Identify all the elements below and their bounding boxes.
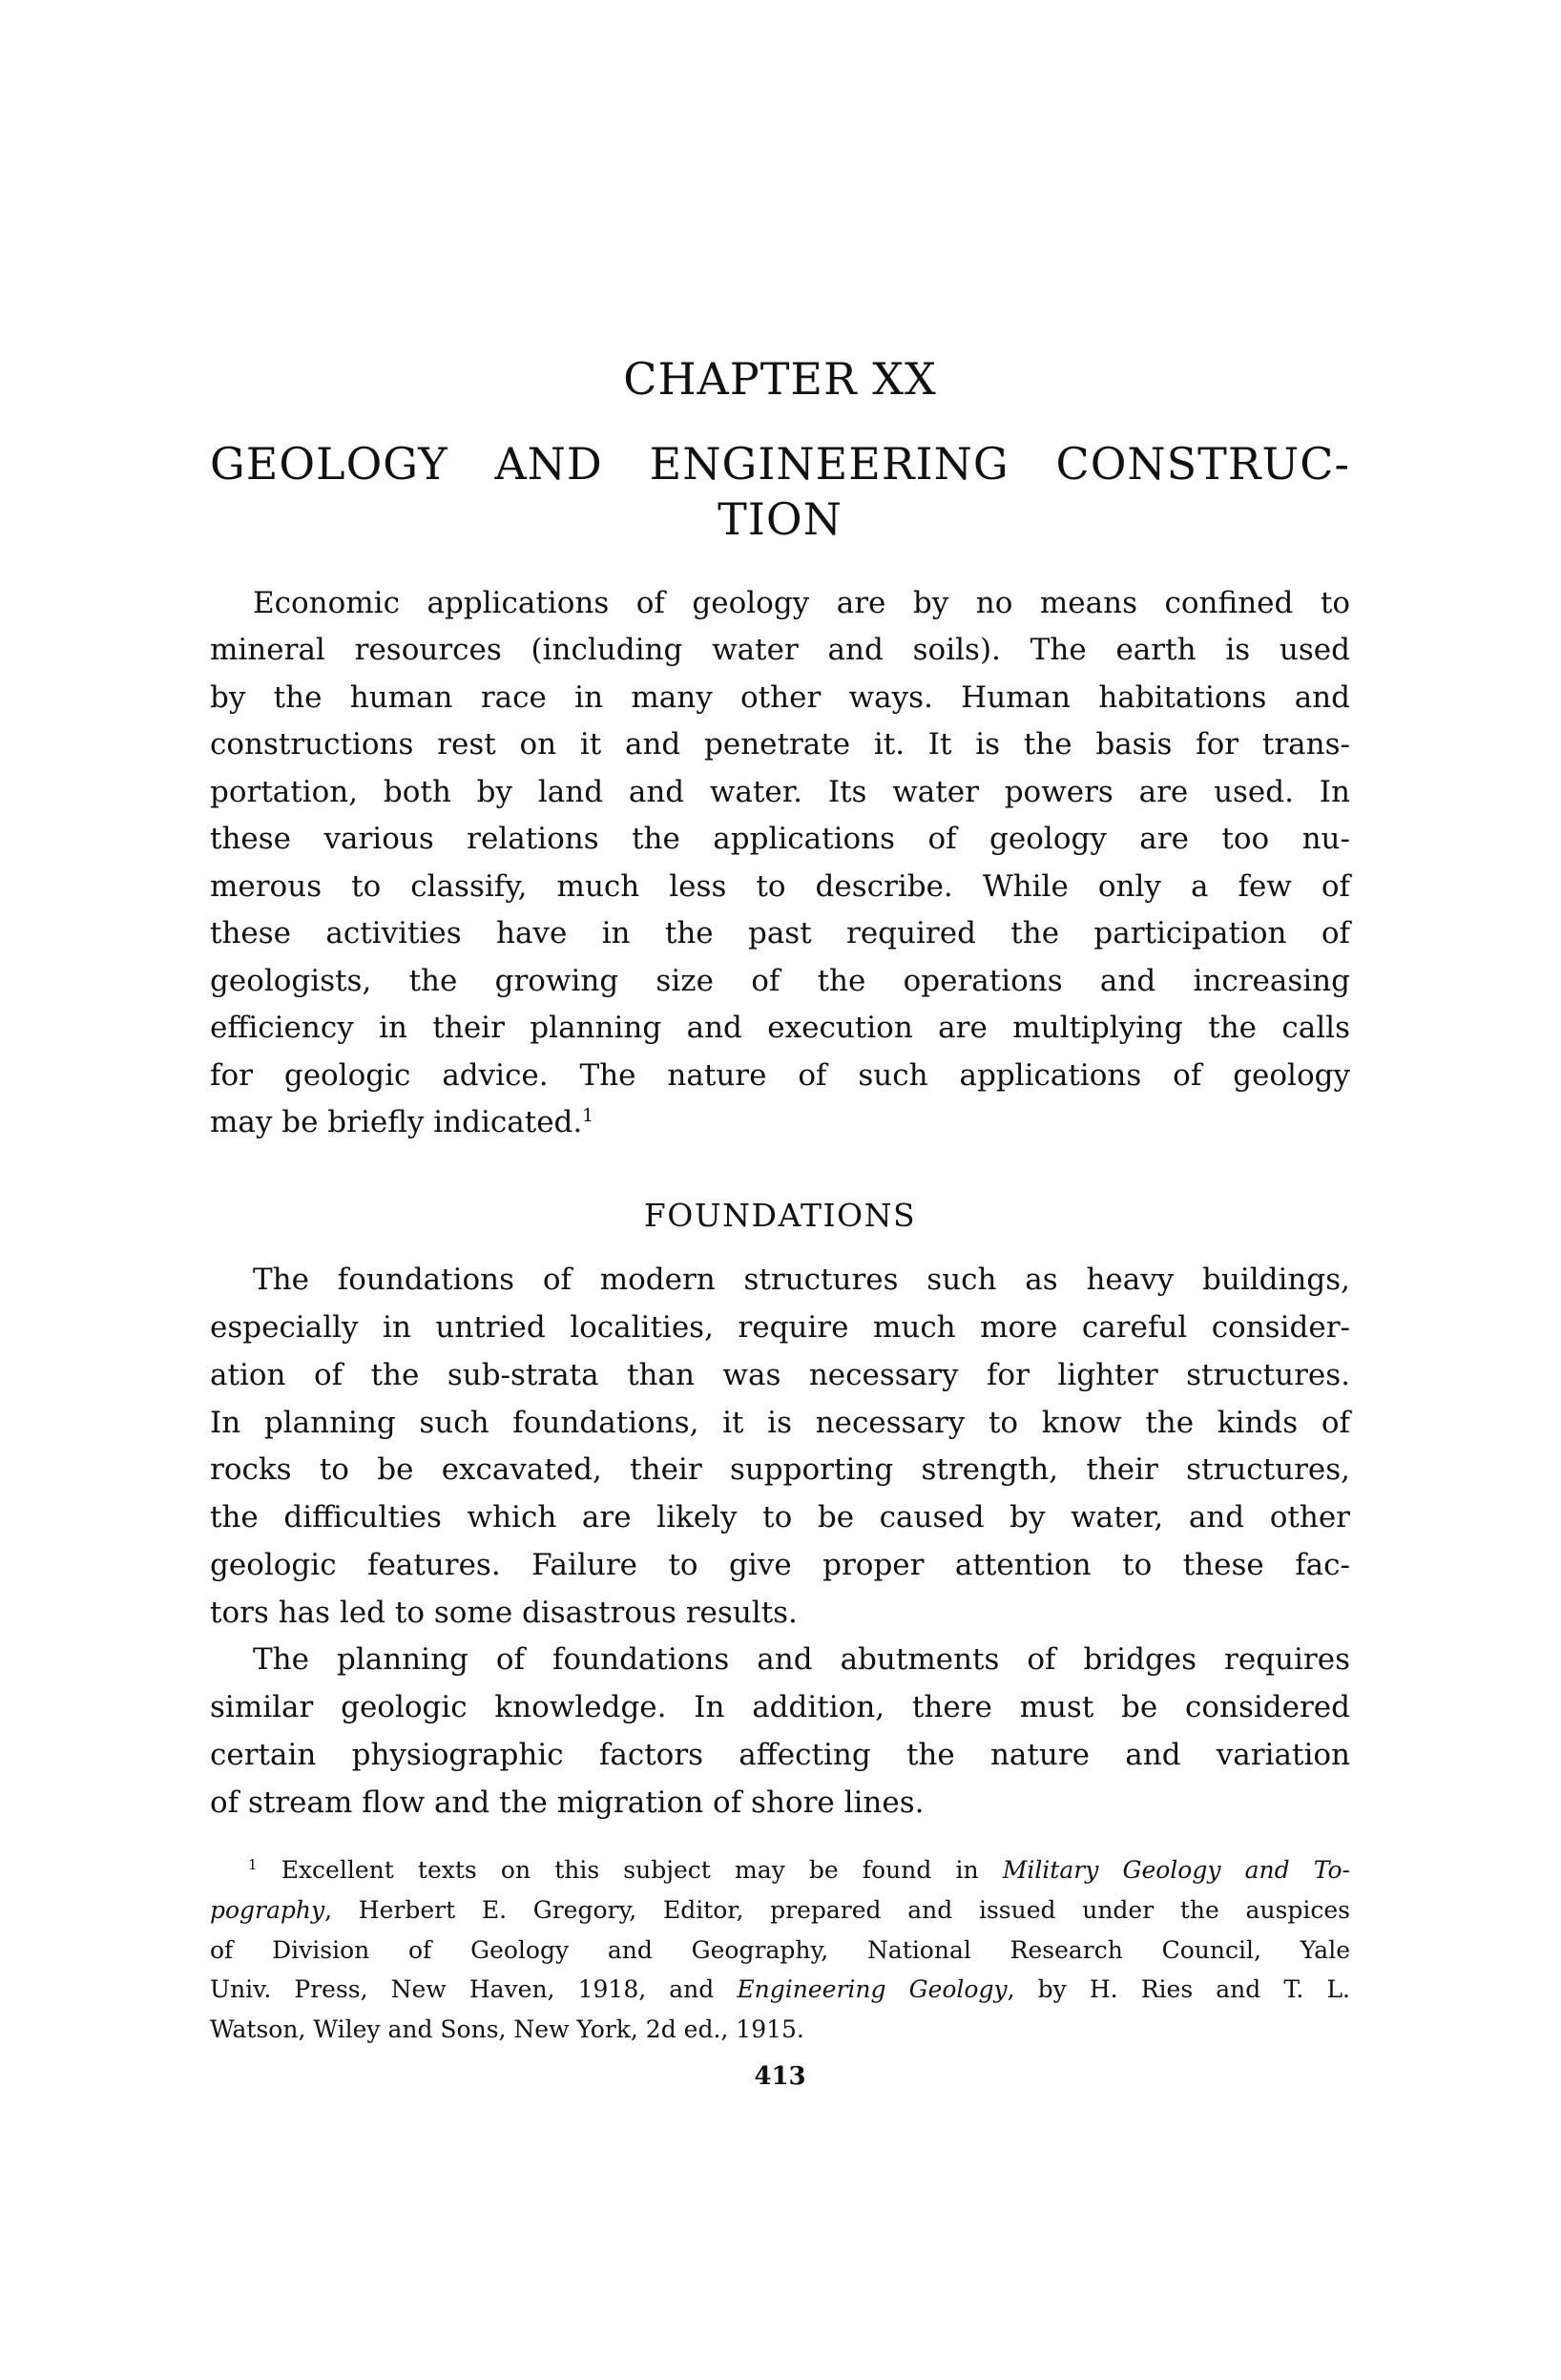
footnote-line [210, 1898, 1350, 1922]
paragraph-line: these various relations the applications of geology are too nu- [210, 822, 1350, 856]
book-title-military-geology-cont: pography [210, 1896, 325, 1924]
paragraph-line: rocks to be excavated, their supporting strength, their structures, [210, 1452, 1350, 1487]
paragraph-line: The planning of foundations and abutments of bridges requires [253, 1642, 1350, 1677]
footnote-line [210, 1858, 1350, 1882]
chapter-title-line-1: GEOLOGY AND ENGINEERING CONSTRUC- [210, 438, 1350, 490]
footnote-text: Univ. Press, New Haven, 1918, and [210, 1975, 738, 2003]
book-title-military-geology: Military Geology and To- [1002, 1856, 1351, 1884]
book-title-engineering-geology: Engineering Geology [737, 1975, 1008, 2003]
section-heading: FOUNDATIONS [643, 1197, 917, 1234]
paragraph-line: efficiency in their planning and execution are multiplying the calls [210, 1011, 1350, 1045]
footnote-text: , by H. Ries and T. L. [1007, 1975, 1350, 2003]
paragraph-line: constructions rest on it and penetrate it. It is the basis for trans- [210, 727, 1350, 762]
footnote-text: Excellent texts on this subject may be found in [281, 1856, 1003, 1884]
footnote-text: , Herbert E. Gregory, Editor, prepared and issued under the auspices [324, 1896, 1350, 1924]
paragraph-line: for geologic advice. The nature of such applications of geology [210, 1058, 1350, 1093]
paragraph-line: the difficulties which are likely to be caused by water, and other [210, 1500, 1350, 1534]
paragraph-line: The foundations of modern structures such as heavy buildings, [253, 1263, 1350, 1297]
paragraph-line: geologic features. Failure to give proper attention to these fac- [210, 1548, 1350, 1582]
paragraph-line: mineral resources (including water and soils). The earth is used [210, 633, 1350, 667]
footnote-reference[interactable]: 1 [582, 1105, 594, 1126]
paragraph-line: In planning such foundations, it is necessary to know the kinds of [210, 1406, 1350, 1440]
page-number: 413 [754, 2062, 806, 2091]
paragraph-last-line: tors has led to some disastrous results. [210, 1596, 798, 1630]
paragraph-line: merous to classify, much less to describe. While only a few of [210, 869, 1350, 904]
paragraph-last-line: of stream flow and the migration of shore lines. [210, 1785, 925, 1820]
paragraph-last-line [210, 1105, 1350, 1139]
paragraph-text: may be briefly indicated. [210, 1105, 583, 1139]
footnote-line [210, 1977, 1350, 2001]
footnote-marker: 1 [248, 1856, 258, 1873]
chapter-label: CHAPTER XX [623, 353, 937, 405]
paragraph-line: these activities have in the past required the participation of [210, 916, 1350, 950]
paragraph-line: by the human race in many other ways. Human habitations and [210, 680, 1350, 715]
paragraph-line: similar geologic knowledge. In addition, there must be considered [210, 1690, 1350, 1724]
paragraph-line: especially in untried localities, require much more careful consider- [210, 1310, 1350, 1345]
footnote-line: of Division of Geology and Geography, National Research Council, Yale [210, 1936, 1350, 1964]
paragraph-line: certain physiographic factors affecting the nature and variation [210, 1738, 1350, 1772]
paragraph-line: portation, both by land and water. Its water powers are used. In [210, 775, 1350, 809]
footnote-line: Watson, Wiley and Sons, New York, 2d ed., 1915. [210, 2015, 804, 2043]
paragraph-line: Economic applications of geology are by no means confined to [253, 586, 1350, 620]
paragraph-line: ation of the sub-strata than was necessary for lighter structures. [210, 1358, 1350, 1392]
paragraph-line: geologists, the growing size of the operations and increasing [210, 964, 1350, 998]
chapter-title-line-2: TION [718, 493, 843, 545]
